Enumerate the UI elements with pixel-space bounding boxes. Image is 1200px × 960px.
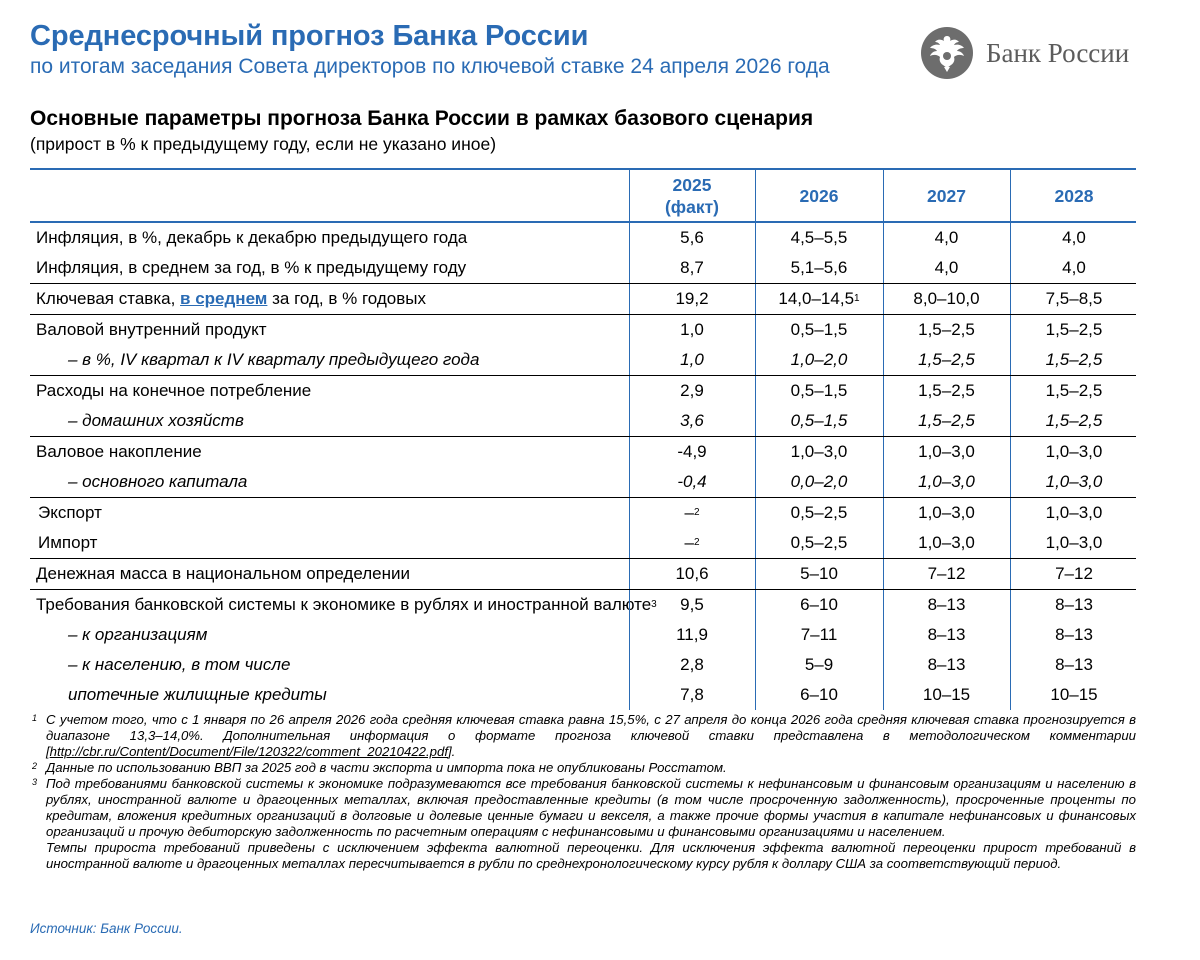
cell-2028: 1,0–3,0 [1010, 528, 1137, 558]
row-label: – основного капитала [68, 472, 248, 491]
cell-2026: 4,5–5,5 [755, 223, 882, 253]
cell-2027: 8–13 [883, 620, 1009, 650]
cell-2026: 0,5–1,5 [755, 376, 882, 406]
cell-2028: 4,0 [1010, 223, 1137, 253]
cell-2027: 1,5–2,5 [883, 345, 1009, 375]
cell-2026: 7–11 [755, 620, 882, 650]
cell-2027: 1,5–2,5 [883, 315, 1009, 345]
table-row [30, 467, 1136, 498]
cell-2026: 0,5–1,5 [755, 406, 882, 436]
row-label: – к населению, в том числе [68, 655, 291, 674]
row-label: Импорт [38, 533, 98, 552]
row-label: – в %, IV квартал к IV кварталу предыдущего года [68, 350, 480, 369]
logo-text: Банк России [986, 38, 1130, 68]
cell-2027: 8–13 [883, 650, 1009, 680]
cell-2028: 1,5–2,5 [1010, 345, 1137, 375]
cell-2025: – 2 [629, 498, 754, 528]
header-2027: 2027 [883, 170, 1009, 221]
row-label: Экспорт [38, 503, 102, 522]
cell-2028: 4,0 [1010, 253, 1137, 283]
cell-2025: – 2 [629, 528, 754, 558]
cell-2027: 8–13 [883, 590, 1009, 620]
table-row [30, 223, 1136, 253]
cell-2025: 10,6 [629, 559, 754, 589]
table-row [30, 406, 1136, 437]
cell-2025: 2,9 [629, 376, 754, 406]
row-label: Инфляция, в %, декабрь к декабрю предыдущего года [36, 228, 468, 247]
cell-2025: -0,4 [629, 467, 754, 497]
footnote-3-continued: Темпы прироста требований приведены с исключением эффекта валютной переоценки. Для исключения эффекта валютной переоценки прирост требований в иностранной валюте и драгоценных металлах пересчитывается в рубли по среднехронологическому курсу рубля к доллару США за соответствующий период. [46, 840, 1136, 871]
cell-2025: 19,2 [629, 284, 754, 314]
cell-2025: -4,9 [629, 437, 754, 467]
footnote-1: 1 С учетом того, что с 1 января по 26 апреля 2026 года средняя ключевая ставка равна 15,5%, с 27 апреля до конца 2026 года средняя ключевая ставка прогнозируется в диапазоне 13,3–14,0%. Дополнительная информация о формате прогноза ключевой ставки представлена в методологическом комментарии [http://cbr.ru/Content/Document/File/120322/comment_20210422.pdf]. [32, 712, 1136, 759]
cell-2027: 7–12 [883, 559, 1009, 589]
cell-2028: 1,0–3,0 [1010, 498, 1137, 528]
cell-2027: 1,0–3,0 [883, 437, 1009, 467]
average-link[interactable]: в среднем [180, 289, 268, 308]
row-label: Требования банковской системы к экономике в рублях и иностранной валюте 3 [36, 595, 657, 614]
cell-2026: 5–10 [755, 559, 882, 589]
table-header [30, 170, 1136, 223]
table-row [30, 437, 1136, 467]
footnote-3: 3 Под требованиями банковской системы к экономике подразумеваются все требования банковской системы к нефинансовым и финансовым организациям и населению в рублях, иностранной валюте и драгоценных металлах, включая предоставленные кредиты (в том числе просроченную задолженность), просроченные проценты по кредитам, вложения кредитных организаций в долговые и долевые ценные бумаги и векселя, а также прочие формы участия в капитале нефинансовых и финансовых организаций и прочую дебиторскую задолженность по расчетным операциям с нефинансовыми и финансовыми организациями и населением. [32, 776, 1136, 839]
row-label: – к организациям [68, 625, 208, 644]
row-label: Валовое накопление [36, 442, 202, 461]
cell-2025: 1,0 [629, 315, 754, 345]
table-row [30, 559, 1136, 590]
table-row [30, 590, 1136, 620]
cell-2026: 5–9 [755, 650, 882, 680]
cell-2028: 1,0–3,0 [1010, 437, 1137, 467]
cell-2028: 1,0–3,0 [1010, 467, 1137, 497]
cell-2025: 5,6 [629, 223, 754, 253]
cell-2026: 14,0–14,5 1 [755, 284, 882, 314]
cell-2027: 1,0–3,0 [883, 528, 1009, 558]
row-label: ипотечные жилищные кредиты [68, 685, 327, 704]
header-2028: 2028 [1010, 170, 1137, 221]
row-label: Расходы на конечное потребление [36, 381, 312, 400]
cell-2025: 1,0 [629, 345, 754, 375]
cell-2025: 9,5 [629, 590, 754, 620]
table-row [30, 376, 1136, 406]
cell-2027: 1,0–3,0 [883, 498, 1009, 528]
double-headed-eagle-icon [920, 26, 974, 80]
table-title: Основные параметры прогноза Банка России в рамках базового сценария [30, 107, 814, 130]
row-label: Ключевая ставка, в среднем за год, в % годовых [36, 289, 426, 308]
row-label: Инфляция, в среднем за год, в % к предыдущему году [36, 258, 467, 277]
row-label: Валовой внутренний продукт [36, 320, 267, 339]
cell-2026: 0,5–2,5 [755, 528, 882, 558]
cell-2028: 8–13 [1010, 620, 1137, 650]
cell-2026: 1,0–3,0 [755, 437, 882, 467]
methodology-link[interactable]: http://cbr.ru/Content/Document/File/120322/comment_20210422.pdf [49, 744, 448, 759]
cell-2026: 6–10 [755, 590, 882, 620]
footnote-2: 2 Данные по использованию ВВП за 2025 год в части экспорта и импорта пока не опубликованы Росстатом. [32, 760, 727, 775]
table-row [30, 680, 1136, 710]
table-row [30, 620, 1136, 650]
table-row [30, 284, 1136, 315]
cell-2027: 4,0 [883, 253, 1009, 283]
cell-2026: 0,5–1,5 [755, 315, 882, 345]
table-subtitle: (прирост в % к предыдущему году, если не указано иное) [30, 134, 497, 154]
bank-logo[interactable] [920, 26, 1140, 82]
page-subtitle: по итогам заседания Совета директоров по ключевой ставке 24 апреля 2026 года [30, 55, 830, 78]
table-row [30, 345, 1136, 376]
source-note: Источник: Банк России. [30, 921, 183, 936]
cell-2025: 11,9 [629, 620, 754, 650]
cell-2026: 6–10 [755, 680, 882, 710]
cell-2025: 2,8 [629, 650, 754, 680]
cell-2027: 4,0 [883, 223, 1009, 253]
page-title: Среднесрочный прогноз Банка России [30, 20, 589, 52]
header-2025: 2025 (факт) [629, 170, 754, 221]
cell-2028: 1,5–2,5 [1010, 376, 1137, 406]
cell-2026: 5,1–5,6 [755, 253, 882, 283]
cell-2025: 3,6 [629, 406, 754, 436]
table-row [30, 253, 1136, 284]
cell-2027: 1,0–3,0 [883, 467, 1009, 497]
cell-2027: 10–15 [883, 680, 1009, 710]
cell-2028: 10–15 [1010, 680, 1137, 710]
table-row [30, 315, 1136, 345]
cell-2027: 1,5–2,5 [883, 406, 1009, 436]
cell-2028: 8–13 [1010, 650, 1137, 680]
footnotes [30, 712, 1136, 872]
cell-2028: 1,5–2,5 [1010, 406, 1137, 436]
cell-2025: 8,7 [629, 253, 754, 283]
forecast-table [30, 168, 1136, 710]
row-label: Денежная масса в национальном определении [36, 564, 410, 583]
table-row [30, 528, 1136, 559]
table-row [30, 650, 1136, 680]
cell-2027: 1,5–2,5 [883, 376, 1009, 406]
cell-2026: 0,0–2,0 [755, 467, 882, 497]
cell-2027: 8,0–10,0 [883, 284, 1009, 314]
row-label: – домашних хозяйств [68, 411, 244, 430]
cell-2028: 7,5–8,5 [1010, 284, 1137, 314]
cell-2028: 7–12 [1010, 559, 1137, 589]
cell-2026: 1,0–2,0 [755, 345, 882, 375]
cell-2028: 1,5–2,5 [1010, 315, 1137, 345]
cell-2028: 8–13 [1010, 590, 1137, 620]
header-2026: 2026 [755, 170, 882, 221]
table-row [30, 498, 1136, 528]
cell-2025: 7,8 [629, 680, 754, 710]
cell-2026: 0,5–2,5 [755, 498, 882, 528]
